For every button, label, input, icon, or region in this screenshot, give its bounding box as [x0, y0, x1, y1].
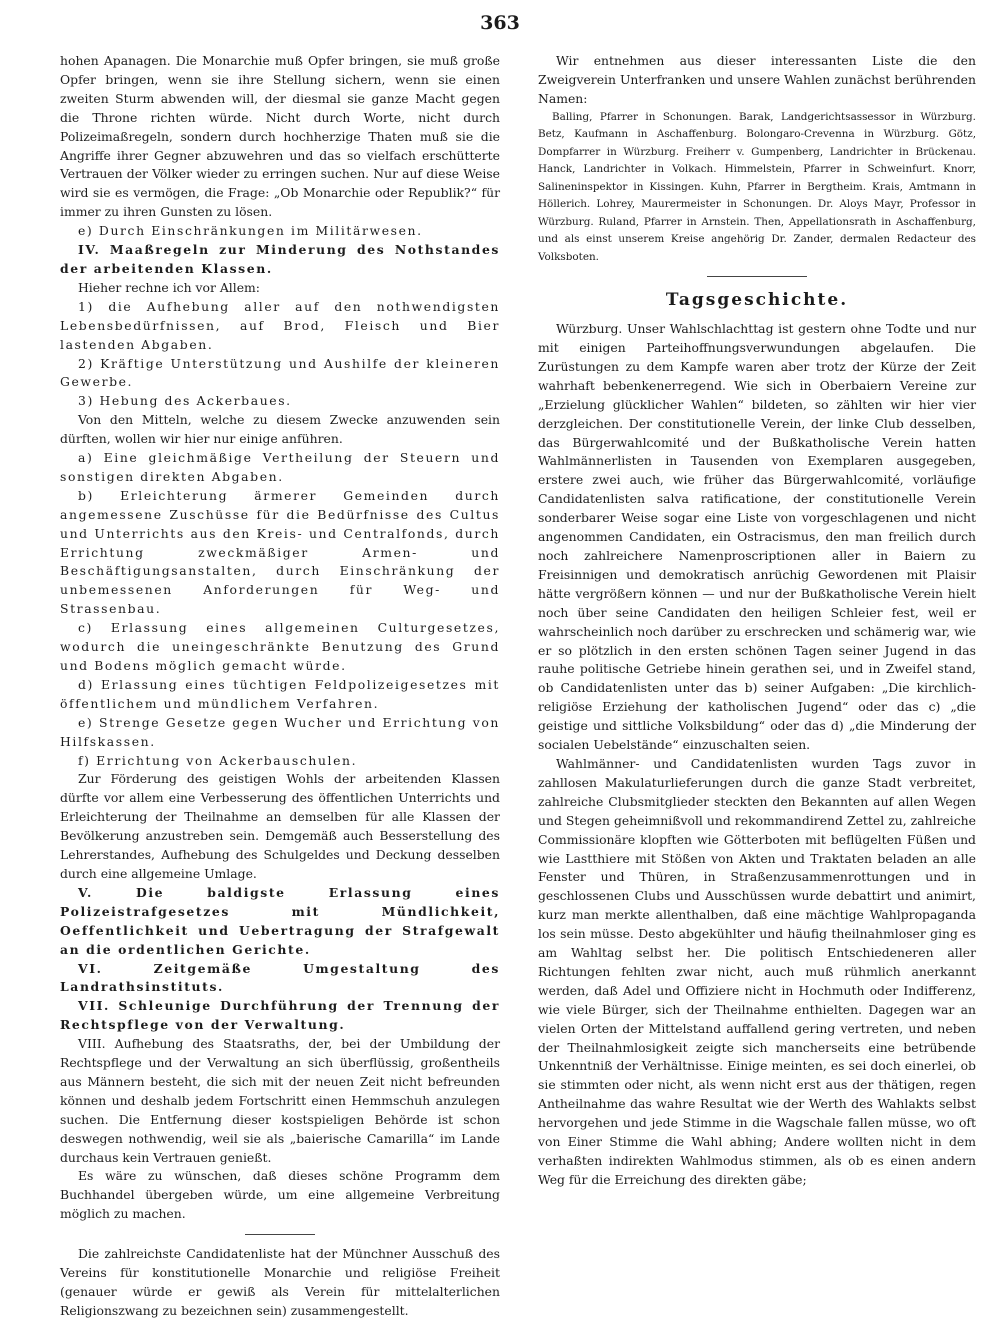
right-column	[538, 52, 976, 1190]
names-list	[538, 109, 976, 267]
list-item: d) Erlassung eines tüchtigen Feldpolizeigesetzes mit öffentlichem und mündlichem Verfahren.	[60, 676, 500, 711]
section-heading: IV. Maaßregeln zur Minderung des Nothstandes der arbeitenden Klassen.	[60, 242, 500, 276]
section-heading: VIII. Aufhebung des Staatsraths, der, bei der Umbildung der Rechtspflege und der Verwaltung an sich überflüssig, großentheils aus Männern besteht, die sich mit der neuen Zeit nicht befreunden können und deshalb jedem Fortschritt einen Hemmschuh anzulegen suchen. Die Entfernung dieser kostspieligen Behörde ist schon deswegen nothwendig, weil sie als „baierische Camarilla“ im Lande durchaus kein Vertrauen genießt.	[60, 1036, 500, 1165]
paragraph: Von den Mitteln, welche zu diesem Zwecke anzuwenden sein dürften, wollen wir hier nur einige anführen.	[60, 412, 500, 447]
divider	[707, 276, 807, 277]
names-list-text: Balling, Pfarrer in Schonungen. Barak, Landgerichtsassessor in Würzburg. Betz, Kaufmann in Aschaffenburg. Bolongaro-Crevenna in Würzburg. Götz, Dompfarrer in Würzburg. Freiherr v. Gumpenberg, Landrichter in Brückenau. Hanck, Landrichter in Volkach. Himmelstein, Pfarrer in Schweinfurt. Knorr, Salineninspektor in Kissingen. Kuhn, Pfarrer in Bergtheim. Krais, Amtmann in Höllerich. Lohrey, Maurermeister in Schonungen. Dr. Aloys Mayr, Professor in Würzburg. Ruland, Pfarrer in Arnstein. Then, Appellationsrath in Aschaffenburg, und als einst unserem Kreise angehörig Dr. Zander, dermalen Redacteur des Volksboten.	[538, 110, 976, 263]
section-heading: VII. Schleunige Durchführung der Trennung der Rechtspflege von der Verwaltung.	[60, 998, 500, 1033]
paragraph: Würzburg. Unser Wahlschlachttag ist gestern ohne Todte und nur mit einigen Parteihoffnungsverwundungen abgelaufen. Die Zurüstungen zu dem Kampfe waren aber trotz der Kürze der Zeit wahrhaft bebenkenerregend. Wie sich in Oberbaiern Vereine zur „Erzielung glücklicher Wahlen“ bildeten, so zählten wir hier vier derzgleichen. Der constitutionelle Verein, der linke Club desselben, das Bürgerwahlcomité und der Bußkatholische Verein hatten Wahlmännerlisten in Tausenden von Exemplaren ausgegeben, erstere zwei auch, wie früher das Bürgerwahlcomité, vorläufige Candidatenlisten salva ratificatione, der constitutionelle Verein sonderbarer Weise sogar eine Liste von vorgeschlagenen und nicht angenommen Candidaten, ein Ostracismus, den man freilich durch noch zahlreichere Namenproscriptionen aller in Baiern zu Freisinnigen und demokratisch anrüchig Gewordenen mit Plaisir hätte vergrößern können — und nur der Bußkatholische Verein hielt noch über seine Candidaten den heiligen Schleier fest, weil er wahrscheinlich noch darüber zu erschrecken und schämerig war, wie er so plötzlich in den ersten schönen Tagen seiner Jugend in das rauhe politische Getriebe hinein gerathen sei, und in Zweifel stand, ob Candidatenlisten unter das b) seiner Aufgaben: „Die kirchlich-religiöse Erziehung der katholischen Jugend“ oder das c) „die geistige und sittliche Volksbildung“ oder das d) „die Minderung der socialen Uebelstände“ einzuschalten seien.	[538, 321, 976, 753]
paragraph: Wahlmänner- und Candidatenlisten wurden Tags zuvor in zahllosen Makulaturlieferungen durch die ganze Stadt verbreitet, zahlreiche Clubsmitglieder steckten den Bekannten auf allen Wegen und Stegen geheimnißvoll und rekommandirend Zettel zu, zahlreiche Commissionäre klopften wie Götterboten mit beflügelten Füßen und wie Lastthiere mit Stößen von Akten und Traktaten beladen an alle Fenster und Thüren, in Straßenzusammenrottungen und in geschlossenen Clubs und Ausschüssen wurde debattirt und animirt, kurz man merkte allenthalben, daß eine mächtige Wahlpropaganda los sein müsse. Desto abgekühlter und häufig theilnahmloser ging es am Wahltag selbst her. Die politisch Entschiedeneren aller Richtungen fehlten zwar nicht, auch muß rühmlich anerkannt werden, daß Adel und Offiziere nicht in Hochmuth oder Indifferenz, wie viele Bürger, sich der Theilnahme enthielten. Dagegen war an vielen Orten der Mittelstand auffallend gering vertreten, und neben der Theilnahmlosigkeit zeigte sich mancherseits eine betrübende Unkenntniß der Verhältnisse. Einige meinten, es sei doch einerlei, ob sie stimmten oder nicht, als wenn nicht erst aus der thätigen, regen Antheilnahme das wahre Resultat wie der Werth des Wahlakts selbst hervorgehen und jede Stimme in die Wagschale fallen müsse, wo oft von Einer Stimme die Wahl abhing; Andere wollten nicht in dem verhaßten indirekten Wahlmodus stimmen, als ob es einen andern Weg für die Erreichung des direkten gäbe;	[538, 755, 976, 1187]
list-item: 1) die Aufhebung aller auf den nothwendigsten Lebensbedürfnissen, auf Brod, Fleisch und Bier lastenden Abgaben.	[60, 298, 500, 352]
list-item: a) Eine gleichmäßige Vertheilung der Steuern und sonstigen direkten Abgaben.	[60, 450, 500, 484]
list-item: c) Erlassung eines allgemeinen Culturgesetzes, wodurch die uneingeschränkte Benutzung des Grund und Bodens möglich gemacht würde.	[60, 620, 500, 673]
page-number: 363	[480, 12, 520, 34]
list-item: e) Strenge Gesetze gegen Wucher und Errichtung von Hilfskassen.	[60, 714, 500, 749]
list-item: 2) Kräftige Unterstützung und Aushilfe der kleineren Gewerbe.	[60, 355, 500, 390]
paragraph: Hieher rechne ich vor Allem:	[78, 279, 260, 295]
paragraph: Wir entnehmen aus dieser interessanten Liste die den Zweigverein Unterfranken und unsere Wahlen zunächst berührenden Namen:	[538, 53, 976, 106]
list-item: b) Erleichterung ärmerer Gemeinden durch angemessene Zuschüsse für die Bedürfnisse des Cultus und Unterrichts aus den Kreis- und Centralfonds, durch Errichtung zweckmäßiger Armen- und Beschäftigungsanstalten, durch Einschränkung der unbemessenen Anforderungen für Weg- und Strassenbau.	[60, 487, 500, 617]
paragraph: Es wäre zu wünschen, daß dieses schöne Programm dem Buchhandel übergeben würde, um eine allgemeine Verbreitung möglich zu machen.	[60, 1168, 500, 1222]
paragraph: Zur Förderung des geistigen Wohls der arbeitenden Klassen dürfte vor allem eine Verbesserung des öffentlichen Unterrichts und Erleichterung der Theilnahme an demselben für alle Klassen der Bevölkerung anzustreben sein. Demgemäß auch Besserstellung des Lehrerstandes, Aufhebung des Schulgeldes und Deckung desselben durch eine allgemeine Umlage.	[60, 771, 500, 881]
left-column	[60, 52, 500, 1321]
list-item: 3) Hebung des Ackerbaues.	[78, 393, 292, 409]
divider	[245, 1234, 315, 1235]
list-item: f) Errichtung von Ackerbauschulen.	[78, 752, 358, 768]
paragraph: Die zahlreichste Candidatenliste hat der Münchner Ausschuß des Vereins für konstitutionelle Monarchie und religiöse Freiheit (genauer würde er gewiß als Verein für mittelalterlichen Religionszwang zu bezeichnen sein) zusammengestellt.	[60, 1246, 500, 1318]
section-heading: V. Die baldigste Erlassung eines Polizeistrafgesetzes mit Mündlichkeit, Oeffentlichkeit und Uebertragung der Strafgewalt an die ordentlichen Gerichte.	[60, 884, 500, 957]
section-heading: Tagsgeschichte.	[665, 290, 849, 311]
list-item: e) Durch Einschränkungen im Militärwesen.	[78, 223, 423, 239]
paragraph: hohen Apanagen. Die Monarchie muß Opfer bringen, sie muß große Opfer bringen, wenn sie ihre Stellung sichern, wenn sie einen zweiten Sturm abwenden will, der diesmal sie ganze Macht gegen die Throne richten würde. Nicht durch Worte, nicht durch Polizeimaßregeln, sondern durch hochherzige Thaten muß sie die Angriffe ihrer Gegner abzuwehren und das so vielfach erschütterte Vertrauen der Völker wieder zu erringen suchen. Nur auf diese Weise wird sie es vermögen, die Frage: „Ob Monarchie oder Republik?“ für immer zu ihren Gunsten zu lösen.	[60, 53, 500, 220]
section-heading: VI. Zeitgemäße Umgestaltung des Landrathsinstituts.	[60, 960, 500, 995]
